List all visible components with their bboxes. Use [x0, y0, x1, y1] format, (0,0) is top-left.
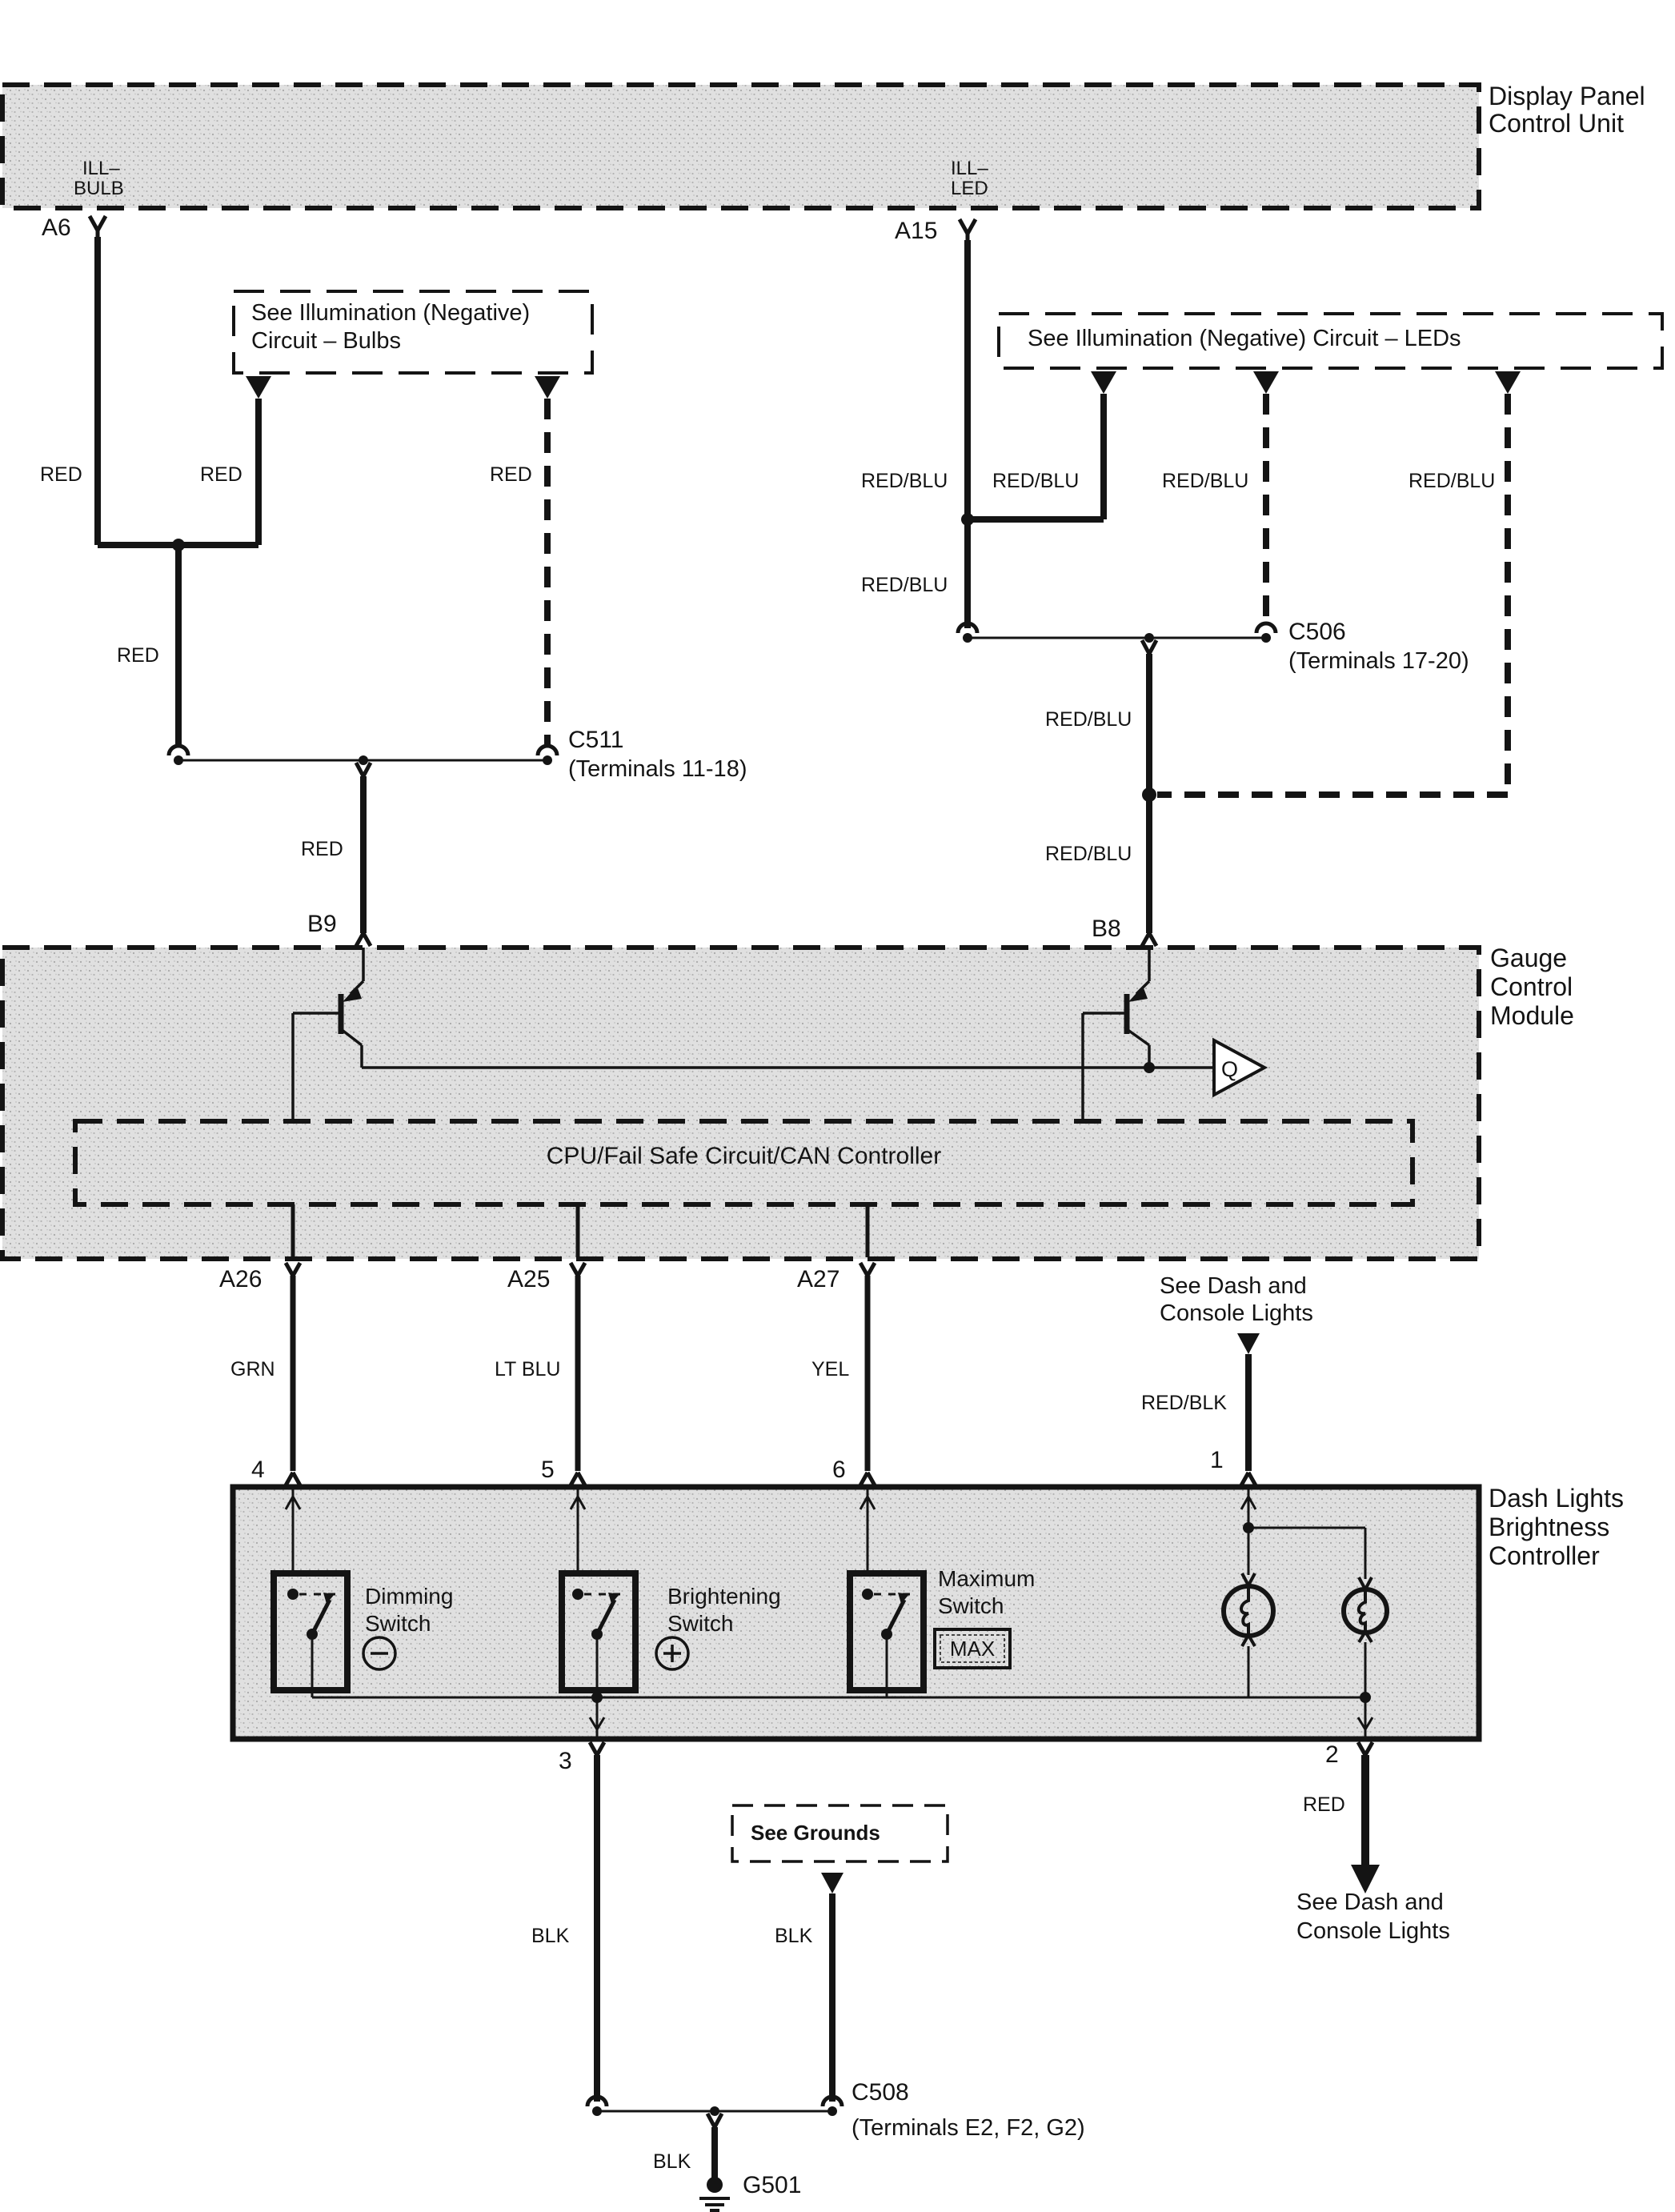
ground-symbol-icon: [699, 2177, 730, 2210]
pin2-pin3-terminal-icons: [590, 1742, 1372, 1755]
max-badge: MAX: [949, 1637, 996, 1661]
wire-color-label: BLK: [531, 1925, 570, 1947]
terminal-a27: A27: [797, 1266, 840, 1292]
connector-dot: [1144, 633, 1154, 643]
b8-terminal-icon: [1142, 933, 1156, 946]
terminal-b9: B9: [307, 911, 337, 937]
ref-arrow-icon: [246, 376, 271, 399]
terminal-b8: B8: [1092, 916, 1121, 942]
wire-color-label: GRN: [230, 1358, 275, 1380]
ref-arrow-icon: [1091, 371, 1116, 394]
ref-grounds-text: See Grounds: [751, 1821, 880, 1845]
connector-c508-name: C508: [852, 2079, 909, 2106]
pin-5: 5: [541, 1457, 555, 1483]
display-panel-title-1: Display Panel: [1489, 82, 1645, 110]
connector-dot: [963, 633, 972, 643]
connector-dot: [710, 2106, 719, 2116]
wire-redblu-dashed-right: [1157, 394, 1508, 795]
brightening-switch-label-2: Switch: [667, 1611, 734, 1636]
c506-connector: [958, 623, 1276, 654]
a15-terminal-icon: [960, 219, 976, 243]
dimming-switch-label-1: Dimming: [365, 1584, 454, 1609]
display-panel-title-2: Control Unit: [1489, 109, 1624, 138]
ref-dash-console-bottom-2: Console Lights: [1296, 1918, 1450, 1944]
wire-color-label: LT BLU: [495, 1358, 561, 1380]
wire-color-label: RED/BLU: [1162, 470, 1249, 492]
wire-color-label: RED: [301, 838, 343, 860]
pin-3: 3: [559, 1748, 572, 1774]
pin-ill-led-2: LED: [951, 178, 988, 199]
maximum-switch-label-2: Switch: [938, 1593, 1004, 1618]
controller-title-2: Brightness: [1489, 1513, 1610, 1541]
wire-color-label: RED: [200, 463, 242, 486]
ref-dash-console-top-1: See Dash and: [1160, 1273, 1307, 1299]
maximum-switch-label-1: Maximum: [938, 1566, 1036, 1591]
ref-arrow-icon: [1237, 1333, 1260, 1354]
connector-dot: [174, 755, 183, 765]
wire-color-label: RED: [40, 463, 82, 486]
cpu-label: CPU/Fail Safe Circuit/CAN Controller: [546, 1143, 942, 1169]
ref-bulbs-text-1: See Illumination (Negative): [251, 300, 531, 326]
terminal-a26: A26: [219, 1266, 262, 1292]
pin-ill-led-1: ILL–: [951, 158, 988, 179]
pin-2: 2: [1325, 1741, 1339, 1768]
wire-a15-redblu: [968, 240, 1104, 628]
wire-color-label: RED/BLK: [1141, 1392, 1227, 1414]
wire-color-label: RED/BLU: [861, 470, 948, 492]
pin-4: 4: [251, 1457, 265, 1483]
a6-terminal-icon: [90, 216, 106, 240]
gauge-module-box: [2, 948, 1479, 1259]
connector-dot: [359, 755, 368, 765]
junction-dot: [1243, 1522, 1254, 1533]
ref-arrow-icon: [1495, 371, 1521, 394]
connector-dot: [543, 755, 552, 765]
junction-dot: [172, 539, 185, 551]
terminal-a6: A6: [42, 214, 71, 241]
gauge-exit-terminal-icons: [286, 1263, 875, 1276]
connector-c511-name: C511: [568, 727, 624, 753]
junction-dot: [591, 1692, 603, 1703]
controller-pin-terminal-icons: [286, 1473, 1256, 1485]
wire-color-label: BLK: [653, 2150, 691, 2173]
pin-6: 6: [832, 1457, 846, 1483]
wire-color-label: RED/BLU: [1045, 843, 1132, 865]
controller-title-3: Controller: [1489, 1541, 1600, 1570]
ref-dash-console-top-2: Console Lights: [1160, 1300, 1313, 1326]
terminal-a25: A25: [507, 1266, 551, 1292]
amplifier-label: Q: [1221, 1057, 1239, 1081]
ref-dash-console-bottom-1: See Dash and: [1296, 1889, 1444, 1915]
wire-grn-ltblu-yel: [293, 1276, 868, 1471]
wire-color-label: RED/BLU: [992, 470, 1080, 492]
b9-terminal-icon: [356, 933, 371, 946]
gauge-title-2: Control: [1490, 972, 1573, 1001]
wire-color-label: RED: [490, 463, 532, 486]
junction-dot: [1142, 787, 1156, 802]
ground-g501-label: G501: [743, 2172, 802, 2198]
junction-dot: [1360, 1692, 1371, 1703]
connector-c506-name: C506: [1288, 619, 1346, 645]
brightening-switch-label-1: Brightening: [667, 1584, 781, 1609]
connector-dot: [1261, 633, 1271, 643]
wire-color-label: RED/BLU: [1409, 470, 1496, 492]
wire-color-label: YEL: [811, 1358, 850, 1380]
ref-leds-text: See Illumination (Negative) Circuit – LEDs: [1028, 326, 1461, 351]
wire-color-label: RED/BLU: [1045, 708, 1132, 731]
ref-arrow-icon: [821, 1873, 844, 1893]
connector-c508-terminals: (Terminals E2, F2, G2): [852, 2115, 1085, 2141]
gauge-title-1: Gauge: [1490, 944, 1568, 972]
pin-ill-bulb-1: ILL–: [82, 158, 120, 179]
gauge-title-3: Module: [1490, 1001, 1574, 1030]
connector-c506-terminals: (Terminals 17-20): [1288, 648, 1469, 674]
connector-dot: [592, 2106, 602, 2116]
pin-1: 1: [1210, 1447, 1224, 1473]
wire-color-label: RED/BLU: [861, 574, 948, 596]
ref-arrow-icon: [535, 376, 560, 399]
pin-ill-bulb-2: BULB: [74, 178, 124, 199]
wire-color-label: RED: [1303, 1793, 1345, 1816]
display-panel-box: [2, 85, 1479, 208]
dimming-switch-label-2: Switch: [365, 1611, 431, 1636]
wire-color-label: RED: [117, 644, 159, 667]
junction-dot: [961, 513, 974, 526]
connector-c511-terminals: (Terminals 11-18): [568, 756, 747, 782]
terminal-a15: A15: [895, 218, 938, 244]
wire-color-label: BLK: [775, 1925, 813, 1947]
ref-bulbs-text-2: Circuit – Bulbs: [251, 328, 401, 354]
ref-arrow-icon: [1253, 371, 1279, 394]
connector-dot: [827, 2106, 837, 2116]
controller-title-1: Dash Lights: [1489, 1484, 1624, 1513]
